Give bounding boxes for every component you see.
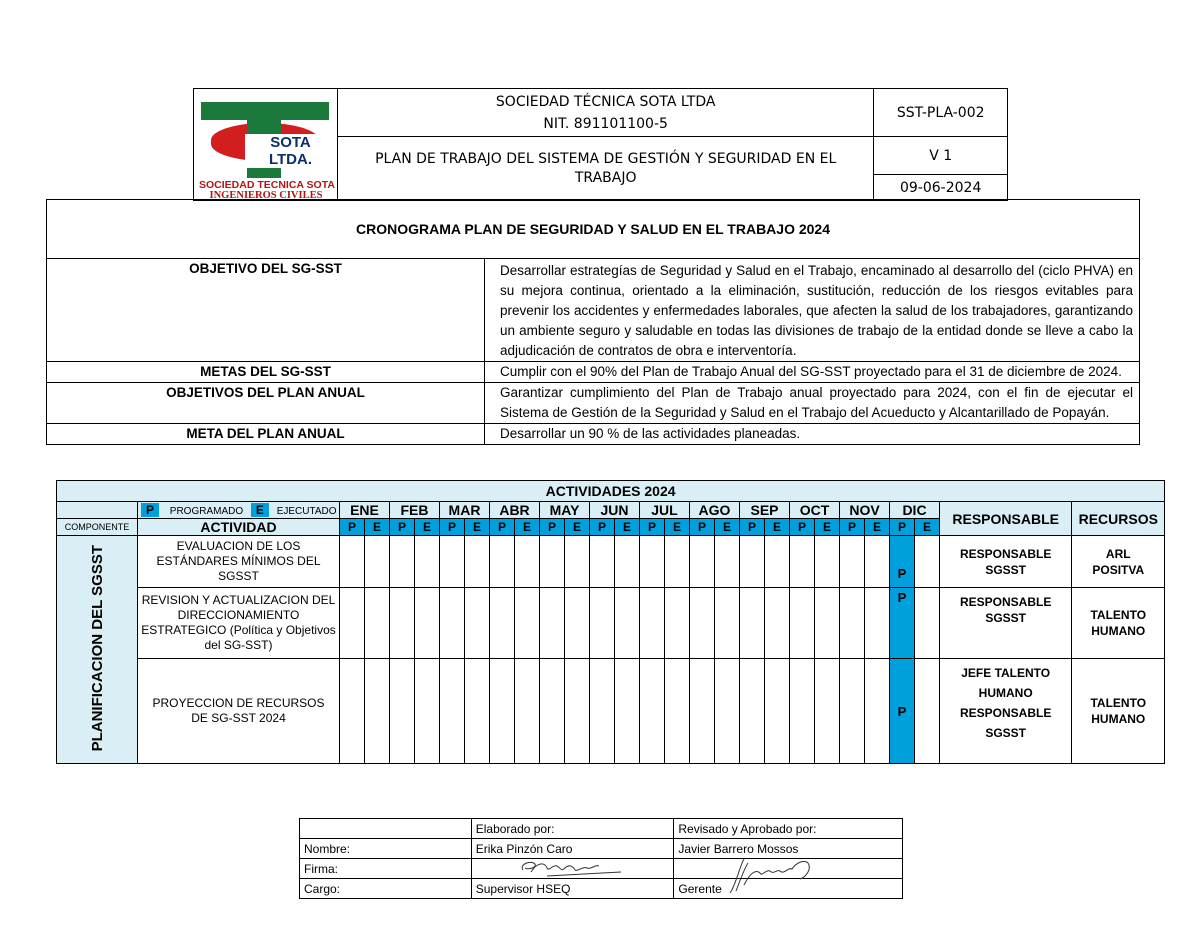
legend-programado-label: PROGRAMADO [169,506,244,517]
sub-e: E [765,519,790,536]
month-header: MAR [440,502,490,519]
sub-p: P [890,519,915,536]
dic-p-mark: P [890,659,915,764]
logo-subtitle-1: SOCIEDAD TECNICA SOTA [198,178,335,191]
month-header: NOV [840,502,890,519]
dic-p-mark: P [890,536,915,588]
objective-value: Cumplir con el 90% del Plan de Trabajo Anual del SG-SST proyectado para el 31 de diciembre de 2024. [485,362,1140,383]
approved-role [674,879,903,899]
dic-p-mark: P [890,588,915,659]
component-label: PLANIFICACION DEL SGSST [88,544,106,752]
sub-p: P [340,519,365,536]
sub-e: E [865,519,890,536]
responsible-header: RESPONSABLE [940,502,1072,536]
logo-name: SOTA LTDA. [245,134,336,168]
month-header: OCT [790,502,840,519]
activity-name: PROYECCION DE RECURSOS DE SG-SST 2024 [138,659,340,764]
resources-header: RECURSOS [1072,502,1165,536]
objective-row [47,424,1140,445]
company-logo [194,89,338,201]
activity-name: REVISION Y ACTUALIZACION DEL DIRECCIONAMIENTO ESTRATEGICO (Política y Objetivos del SG-SST) [138,588,340,659]
sub-p: P [390,519,415,536]
activity-resources: TALENTO HUMANO [1072,588,1165,659]
objective-label: METAS DEL SG-SST [47,362,485,383]
objective-value: Garantizar cumplimiento del Plan de Trabajo anual proyectado para 2024, con el fin de ejecutar el Sistema de Gestión de la Seguridad y Salud en el Trabajo del Acueducto y Alcantarillado de Popayán. [485,383,1140,424]
sub-e: E [515,519,540,536]
document-title: PLAN DE TRABAJO DEL SISTEMA DE GESTIÓN Y SEGURIDAD EN EL TRABAJO [337,137,873,201]
objective-label: OBJETIVO DEL SG-SST [47,259,485,362]
prepared-name: Erika Pinzón Caro [471,839,674,859]
activity-name: EVALUACION DE LOS ESTÁNDARES MÍNIMOS DEL SGSST [138,536,340,588]
document-date: 09-06-2024 [874,175,1008,201]
prepared-signature [471,859,674,879]
prepared-role: Supervisor HSEQ [471,879,674,899]
sub-p: P [590,519,615,536]
signature-row [300,879,903,899]
objective-row [47,259,1140,362]
month-header: MAY [540,502,590,519]
company-name: SOCIEDAD TÉCNICA SOTA LTDA [495,93,716,110]
prepared-signature-mark [517,856,627,880]
document-code: SST-PLA-002 [874,89,1008,137]
document-version: V 1 [874,137,1008,175]
sub-e: E [565,519,590,536]
legend [138,502,340,519]
sub-e: E [665,519,690,536]
month-header: ENE [340,502,390,519]
activity-row [57,536,1165,588]
approved-signature-mark [726,855,826,897]
signature-row-label: Firma: [300,859,472,879]
legend-ejecutado-swatch: E [251,503,269,517]
activity-resources: ARL POSITVA [1072,536,1165,588]
sub-e: E [815,519,840,536]
component-header: COMPONENTE [57,519,138,536]
approved-header: Revisado y Aprobado por: [674,819,903,839]
signature-row-label: Nombre: [300,839,472,859]
legend-programado-swatch: P [141,503,159,517]
sub-e: E [715,519,740,536]
objective-value: Desarrollar estrategías de Seguridad y Salud en el Trabajo, encaminado al desarrollo del (ciclo PHVA) en su mejora continua, orientado a la eliminación, sustitución, reducción de los riesgos evitables para prevenir los accidentes y enfermedades laborales, que afecten la salud de los trabajadores, garantizando un ambiente seguro y saludable en todas las divisiones de trabajo de la entidad donde se lleve a cabo la adjudicación de contratos de obra e interventoría. [485,259,1140,362]
objective-row [47,362,1140,383]
activities-schedule [56,480,1165,764]
sub-e: E [365,519,390,536]
sub-e: E [615,519,640,536]
prepared-header: Elaborado por: [471,819,674,839]
month-header: FEB [390,502,440,519]
activities-title: ACTIVIDADES 2024 [57,481,1165,502]
company-nit: NIT. 891101100-5 [543,115,668,132]
month-header: AGO [690,502,740,519]
legend-ejecutado-label: EJECUTADO [276,506,337,517]
objective-label: META DEL PLAN ANUAL [47,424,485,445]
month-header: DIC [890,502,940,519]
sub-p: P [490,519,515,536]
activity-resources: TALENTO HUMANO [1072,659,1165,764]
sub-p: P [740,519,765,536]
sub-p: P [640,519,665,536]
document-header [193,88,1008,201]
legend-spacer [57,502,138,519]
month-header: JUN [590,502,640,519]
sub-e: E [915,519,940,536]
objectives-table [46,199,1140,445]
objective-row [47,383,1140,424]
signature-header-spacer [300,819,472,839]
signature-table [299,818,903,899]
schedule-title: CRONOGRAMA PLAN DE SEGURIDAD Y SALUD EN EL TRABAJO 2024 [47,200,1140,259]
objective-value: Desarrollar un 90 % de las actividades planeadas. [485,424,1140,445]
sub-p: P [440,519,465,536]
sub-p: P [690,519,715,536]
sub-p: P [790,519,815,536]
component-cell [57,536,138,764]
sub-p: P [540,519,565,536]
activity-row [57,588,1165,659]
signature-row-label: Cargo: [300,879,472,899]
sub-e: E [465,519,490,536]
activity-responsible: RESPONSABLE SGSST [940,536,1072,588]
logo-subtitle-2: INGENIEROS CIVILES [209,189,323,201]
activity-responsible: RESPONSABLE SGSST [940,588,1072,659]
activity-row [57,659,1165,764]
month-header: JUL [640,502,690,519]
approved-role-text: Gerente [678,881,722,896]
month-header: SEP [740,502,790,519]
sub-p: P [840,519,865,536]
sub-e: E [415,519,440,536]
activity-header: ACTIVIDAD [138,519,340,536]
activity-responsible: JEFE TALENTO HUMANO RESPONSABLE SGSST [940,659,1072,764]
month-header: ABR [490,502,540,519]
approved-name: Javier Barrero Mossos [674,839,903,859]
objective-label: OBJETIVOS DEL PLAN ANUAL [47,383,485,424]
company-block [337,89,873,137]
